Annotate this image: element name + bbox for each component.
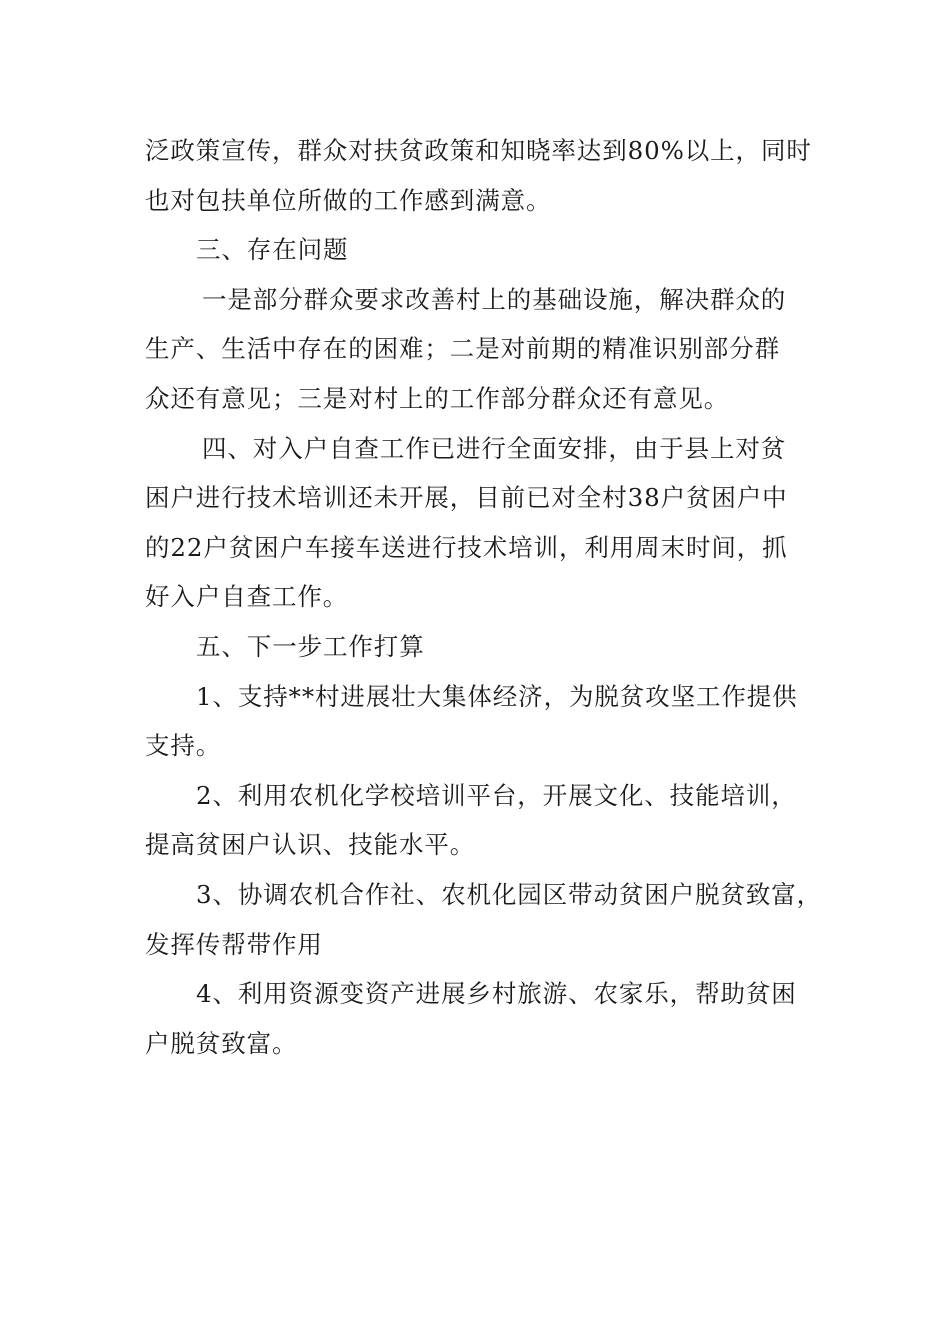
text-line: 2、利用农机化学校培训平台，开展文化、技能培训， — [196, 780, 797, 810]
text-line: 1、支持**村进展壮大集体经济，为脱贫攻坚工作提供 — [196, 681, 798, 711]
text-line: 困户进行技术培训还未开展，目前已对全村38户贫困户中 — [145, 483, 788, 513]
heading-existing-problems — [145, 225, 810, 275]
text-line: 支持。 — [145, 731, 222, 761]
text-line: 泛政策宣传，群众对扶贫政策和知晓率达到80%以上，同时 — [145, 136, 812, 165]
document-body — [145, 126, 823, 1068]
heading-text: 五、下一步工作打算 — [196, 631, 425, 661]
text-line: 4、利用资源变资产进展乡村旅游、农家乐，帮助贫困 — [196, 979, 797, 1009]
text-line: 四、对入户自查工作已进行全面安排，由于县上对贫 — [202, 433, 787, 463]
text-line: 好入户自查工作。 — [145, 582, 349, 612]
heading-next-steps — [145, 622, 810, 672]
list-item-2 — [145, 771, 810, 870]
text-line: 户脱贫致富。 — [145, 1028, 298, 1058]
list-item-3 — [145, 870, 823, 969]
paragraph-policy-awareness — [145, 126, 810, 225]
text-line: 众还有意见；三是对村上的工作部分群众还有意见。 — [145, 383, 730, 413]
list-item-1 — [145, 672, 810, 771]
list-item-4 — [145, 969, 810, 1068]
text-line: 3、协调农机合作社、农机化园区带动贫困户脱贫致富， — [196, 879, 823, 909]
text-line: 一是部分群众要求改善村上的基础设施，解决群众的 — [202, 284, 787, 314]
heading-text: 三、存在问题 — [196, 235, 349, 265]
text-line: 发挥传帮带作用 — [145, 929, 323, 959]
text-line: 也对包扶单位所做的工作感到满意。 — [145, 185, 552, 215]
paragraph-problems — [145, 275, 810, 424]
text-line: 生产、生活中存在的困难；二是对前期的精准识别部分群 — [145, 334, 780, 364]
text-line: 提高贫困户认识、技能水平。 — [145, 830, 476, 860]
paragraph-household-self-check — [145, 424, 810, 622]
text-line: 的22户贫困户车接车送进行技术培训，利用周末时间，抓 — [145, 532, 788, 562]
